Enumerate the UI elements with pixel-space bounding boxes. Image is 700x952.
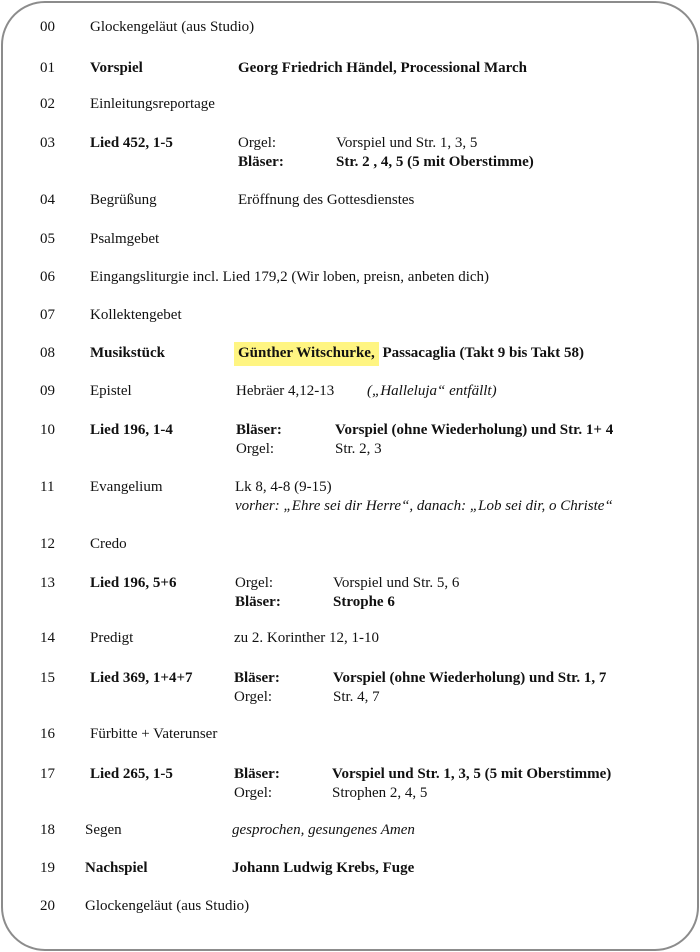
item-number: 20: [40, 898, 55, 914]
item-number: 07: [40, 307, 55, 323]
role-text: Vorspiel und Str. 5, 6: [333, 575, 460, 591]
item-label: Vorspiel: [90, 60, 143, 76]
role-text: Strophe 6: [333, 594, 395, 610]
item-number: 01: [40, 60, 55, 76]
item-label: Lied 196, 1-4: [90, 422, 173, 438]
item-detail: zu 2. Korinther 12, 1-10: [234, 630, 379, 646]
item-number: 00: [40, 19, 55, 35]
item-number: 03: [40, 135, 55, 151]
item-detail: Hebräer 4,12-13: [236, 383, 335, 399]
item-label: Predigt: [90, 630, 134, 646]
item-label: Lied 452, 1-5: [90, 135, 173, 151]
item-number: 08: [40, 345, 55, 361]
item-label: Lied 196, 5+6: [90, 575, 177, 591]
item-number: 15: [40, 670, 55, 686]
item-number: 12: [40, 536, 55, 552]
item-note: („Halleluja“ entfällt): [367, 383, 497, 399]
item-label: Epistel: [90, 383, 132, 399]
role-label: Bläser:: [238, 154, 284, 170]
item-number: 19: [40, 860, 55, 876]
item-label: Eingangsliturgie incl. Lied 179,2 (Wir loben, preisn, anbeten dich): [90, 269, 490, 285]
item-label: Psalmgebet: [90, 231, 160, 247]
role-text: Strophen 2, 4, 5: [332, 785, 428, 801]
item-label: Einleitungsreportage: [90, 96, 215, 112]
role-text: Str. 2 , 4, 5 (5 mit Oberstimme): [336, 154, 534, 170]
item-label: Glockengeläut (aus Studio): [90, 19, 255, 35]
item-detail: Eröffnung des Gottesdienstes: [238, 192, 415, 208]
item-label: Evangelium: [90, 479, 163, 495]
item-number: 06: [40, 269, 55, 285]
item-detail: gesprochen, gesungenes Amen: [232, 822, 415, 838]
item-number: 04: [40, 192, 55, 208]
highlighted-composer: Günther Witschurke,: [234, 342, 379, 366]
item-detail: Johann Ludwig Krebs, Fuge: [232, 860, 415, 876]
role-label: Orgel:: [238, 135, 277, 151]
item-number: 14: [40, 630, 55, 646]
item-number: 17: [40, 766, 55, 782]
item-label: Lied 369, 1+4+7: [90, 670, 193, 686]
role-text: Vorspiel (ohne Wiederholung) und Str. 1, 7: [333, 670, 607, 686]
item-detail: Georg Friedrich Händel, Processional March: [238, 60, 527, 76]
item-number: 16: [40, 726, 55, 742]
item-detail: Lk 8, 4-8 (9-15): [235, 479, 332, 495]
role-label: Bläser:: [236, 422, 282, 438]
role-label: Orgel:: [235, 575, 274, 591]
item-label: Begrüßung: [90, 192, 157, 208]
item-label: Segen: [85, 822, 122, 838]
role-text: Str. 2, 3: [335, 441, 382, 457]
role-label: Bläser:: [234, 670, 280, 686]
role-label: Orgel:: [236, 441, 275, 457]
item-number: 05: [40, 231, 55, 247]
item-number: 13: [40, 575, 55, 591]
role-label: Bläser:: [234, 766, 280, 782]
role-text: Vorspiel und Str. 1, 3, 5 (5 mit Oberstimme): [332, 766, 612, 782]
music-piece: [238, 344, 584, 362]
item-label: Kollektengebet: [90, 307, 182, 323]
item-number: 18: [40, 822, 55, 838]
item-label: Musikstück: [90, 345, 166, 361]
item-number: 09: [40, 383, 55, 399]
item-number: 11: [40, 479, 55, 495]
item-number: 10: [40, 422, 55, 438]
item-number: 02: [40, 96, 55, 112]
role-text: Vorspiel (ohne Wiederholung) und Str. 1+ 4: [335, 422, 614, 438]
role-text: Vorspiel und Str. 1, 3, 5: [336, 135, 478, 151]
role-label: Orgel:: [234, 785, 273, 801]
role-text: Str. 4, 7: [333, 689, 380, 705]
piece-title: Passacaglia (Takt 9 bis Takt 58): [382, 345, 585, 361]
item-label: Lied 265, 1-5: [90, 766, 173, 782]
item-note: vorher: „Ehre sei dir Herre“, danach: „Lob sei dir, o Christe“: [235, 498, 613, 514]
role-label: Orgel:: [234, 689, 273, 705]
item-label: Nachspiel: [85, 860, 148, 876]
item-label: Credo: [90, 536, 127, 552]
item-label: Fürbitte + Vaterunser: [90, 726, 218, 742]
item-label: Glockengeläut (aus Studio): [85, 898, 250, 914]
role-label: Bläser:: [235, 594, 281, 610]
